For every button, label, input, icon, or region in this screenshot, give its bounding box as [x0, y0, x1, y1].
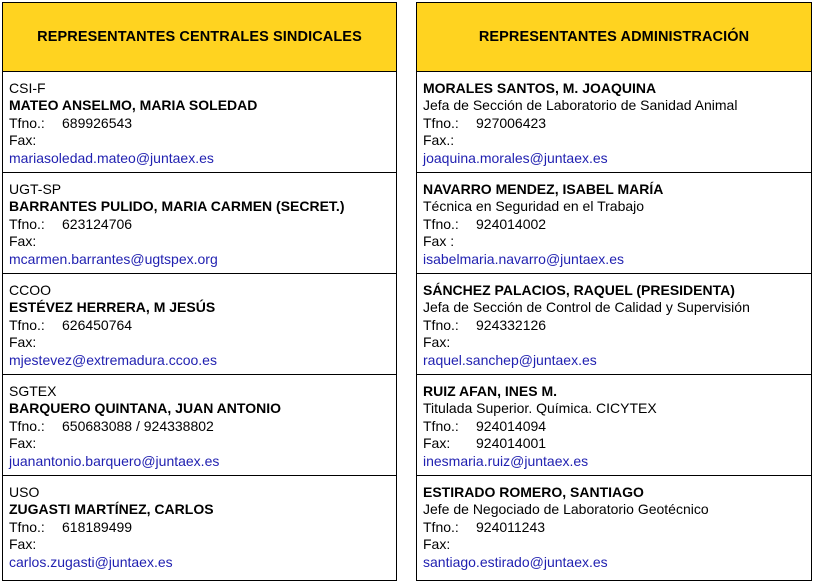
admin-rep-card	[417, 476, 811, 580]
fax-row	[9, 233, 396, 250]
union-name: CCOO	[9, 282, 51, 298]
phone-row	[9, 115, 396, 132]
fax-row	[423, 536, 811, 553]
phone-row	[423, 115, 811, 132]
phone-value: 924014002	[476, 215, 547, 232]
rep-role: Jefa de Sección de Laboratorio de Sanidad Animal	[423, 97, 738, 114]
rep-name: BARQUERO QUINTANA, JUAN ANTONIO	[9, 400, 281, 417]
fax-label: Fax:	[9, 435, 37, 452]
phone-value: 626450764	[62, 316, 133, 333]
union-rep-card	[3, 476, 396, 580]
admin-rep-card	[417, 375, 811, 476]
rep-role: Jefa de Sección de Control de Calidad y Supervisión	[423, 299, 750, 316]
phone-value: 689926543	[62, 114, 133, 131]
phone-row	[423, 418, 811, 435]
phone-row	[423, 317, 811, 334]
admin-rep-card	[417, 72, 811, 173]
phone-label: Tfno.:	[423, 114, 459, 131]
rep-name: ESTIRADO ROMERO, SANTIAGO	[423, 484, 644, 500]
phone-row	[9, 317, 396, 334]
phone-label: Tfno.:	[9, 316, 45, 333]
rep-role: Técnica en Seguridad en el Trabajo	[423, 198, 645, 215]
fax-label: Fax:	[9, 233, 37, 250]
fax-label: Fax:	[423, 334, 451, 351]
admin-rep-card	[417, 173, 811, 274]
rep-name: MORALES SANTOS, M. JOAQUINA	[423, 80, 657, 96]
fax-value: 924014001	[476, 435, 547, 452]
union-name: USO	[9, 484, 40, 500]
email-link[interactable]: mcarmen.barrantes@ugtspex.org	[9, 250, 218, 267]
union-representatives-panel	[2, 2, 397, 581]
union-rep-card	[3, 375, 396, 476]
phone-row	[9, 418, 396, 435]
phone-label: Tfno.:	[423, 417, 459, 434]
union-name: UGT-SP	[9, 181, 62, 197]
rep-role: Jefe de Negociado de Laboratorio Geotécnico	[423, 501, 709, 518]
fax-label: Fax.:	[423, 132, 455, 149]
fax-row	[9, 132, 396, 149]
phone-value: 618189499	[62, 518, 133, 535]
administration-representatives-panel	[416, 2, 812, 581]
union-representatives-header: REPRESENTANTES CENTRALES SINDICALES	[3, 3, 396, 72]
union-rep-card	[3, 173, 396, 274]
phone-value: 623124706	[62, 215, 133, 232]
email-link[interactable]: mariasoledad.mateo@juntaex.es	[9, 149, 214, 166]
phone-row	[423, 519, 811, 536]
email-link[interactable]: carlos.zugasti@juntaex.es	[9, 553, 173, 570]
phone-label: Tfno.:	[9, 114, 45, 131]
union-name: CSI-F	[9, 80, 46, 96]
phone-label: Tfno.:	[423, 215, 459, 232]
rep-name: MATEO ANSELMO, MARIA SOLEDAD	[9, 97, 258, 114]
fax-row	[423, 132, 811, 149]
phone-value: 650683088 / 924338802	[62, 417, 214, 434]
email-link[interactable]: juanantonio.barquero@juntaex.es	[9, 452, 220, 469]
fax-label: Fax :	[423, 233, 455, 250]
rep-name: RUIZ AFAN, INES M.	[423, 383, 558, 399]
phone-row	[423, 216, 811, 233]
fax-label: Fax:	[423, 536, 451, 553]
phone-value: 924014094	[476, 417, 547, 434]
fax-label: Fax:	[9, 536, 37, 553]
rep-role: Titulada Superior. Química. CICYTEX	[423, 400, 657, 417]
email-link[interactable]: raquel.sanchep@juntaex.es	[423, 351, 597, 368]
rep-name: NAVARRO MENDEZ, ISABEL MARÍA	[423, 181, 664, 197]
fax-label: Fax:	[423, 435, 451, 452]
fax-row	[423, 334, 811, 351]
union-rep-card	[3, 72, 396, 173]
fax-row	[9, 536, 396, 553]
fax-label: Fax:	[9, 132, 37, 149]
rep-name: ESTÉVEZ HERRERA, M JESÚS	[9, 299, 216, 316]
fax-label: Fax:	[9, 334, 37, 351]
phone-label: Tfno.:	[9, 215, 45, 232]
phone-label: Tfno.:	[423, 316, 459, 333]
email-link[interactable]: mjestevez@extremadura.ccoo.es	[9, 351, 217, 368]
phone-value: 924011243	[476, 518, 546, 535]
administration-representatives-header: REPRESENTANTES ADMINISTRACIÓN	[417, 3, 811, 72]
email-link[interactable]: joaquina.morales@juntaex.es	[423, 149, 608, 166]
rep-name: BARRANTES PULIDO, MARIA CARMEN (SECRET.)	[9, 198, 345, 215]
email-link[interactable]: isabelmaria.navarro@juntaex.es	[423, 250, 624, 267]
phone-label: Tfno.:	[9, 518, 45, 535]
phone-label: Tfno.:	[423, 518, 459, 535]
phone-row	[9, 216, 396, 233]
fax-row	[423, 435, 811, 452]
rep-name: ZUGASTI MARTÍNEZ, CARLOS	[9, 501, 214, 518]
fax-row	[9, 334, 396, 351]
phone-value: 924332126	[476, 316, 547, 333]
email-link[interactable]: inesmaria.ruiz@juntaex.es	[423, 452, 589, 469]
union-rep-card	[3, 274, 396, 375]
rep-name: SÁNCHEZ PALACIOS, RAQUEL (PRESIDENTA)	[423, 282, 735, 298]
phone-row	[9, 519, 396, 536]
phone-value: 927006423	[476, 114, 547, 131]
fax-row	[9, 435, 396, 452]
union-name: SGTEX	[9, 383, 57, 399]
admin-rep-card	[417, 274, 811, 375]
email-link[interactable]: santiago.estirado@juntaex.es	[423, 553, 608, 570]
phone-label: Tfno.:	[9, 417, 45, 434]
fax-row	[423, 233, 811, 250]
